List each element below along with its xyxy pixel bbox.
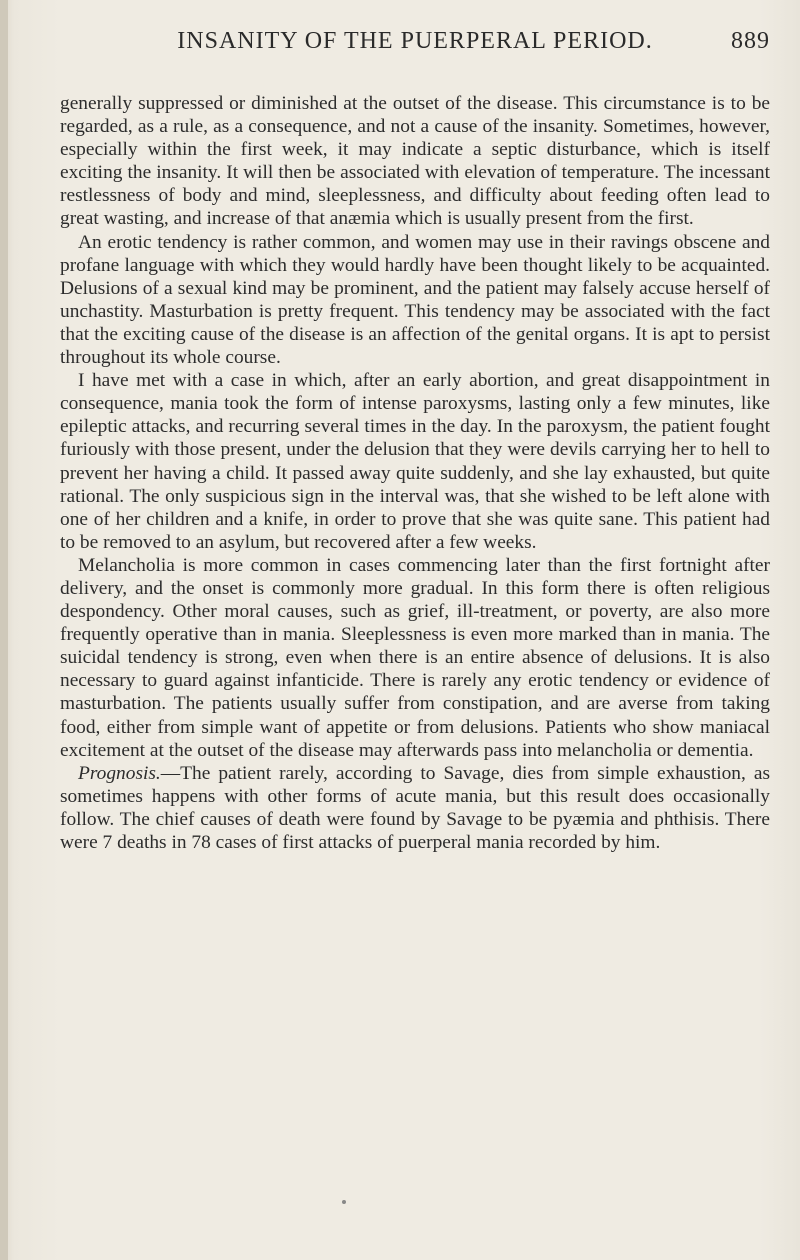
prognosis-text: —The patient rarely, according to Savage, dies from simple exhaustion, as sometimes happens with other forms of acute mania, but this result does occasionally follow. The chief causes of death were found by Savage to be pyæmia and phthisis. There were 7 deaths in 78 cases of first attacks of puerperal mania recorded by him. xyxy=(60,762,770,853)
paragraph-melancholia: Melancholia is more common in cases commencing later than the first fortnight after delivery, and the onset is commonly more gradual. In this form there is often religious despondency. Other moral causes, such as grief, ill-treatment, or poverty, are also more frequently operative than in mania. Sleeplessness is even more marked than in mania. The suicidal tendency is strong, even when there is an entire absence of delusions. It is also necessary to guard against infanticide. There is rarely any erotic tendency or evidence of masturbation. The patients usually suffer from constipation, and are averse from taking food, either from simple want of appetite or from delusions. Patients who show maniacal excitement at the outset of the disease may afterwards pass into melancholia or dementia. xyxy=(60,554,770,761)
paragraph-continued: generally suppressed or diminished at the outset of the disease. This circumstance is to be regarded, as a rule, as a consequence, and not a cause of the insanity. Sometimes, however, especially within the first week, it may indicate a septic disturbance, which is itself exciting the insanity. It will then be associated with elevation of temperature. The incessant restlessness of body and mind, sleeplessness, and difficulty about feeding often lead to great wasting, and increase of that anæmia which is usually present from the first. xyxy=(60,93,770,230)
body-text xyxy=(60,92,770,854)
ink-speck xyxy=(342,1200,346,1204)
page-spine-shadow xyxy=(0,0,8,1260)
paragraph-case-report: I have met with a case in which, after an early abortion, and great disappointment in consequence, mania took the form of intense paroxysms, lasting only a few minutes, like epileptic attacks, and recurring several times in the day. In the paroxysm, the patient fought furiously with those present, under the delusion that they were devils carrying her to hell to prevent her having a child. It passed away quite suddenly, and she lay exhausted, but quite rational. The only suspicious sign in the interval was, that she wished to be left alone with one of her children and a knife, in order to prove that she was quite sane. This patient had to be removed to an asylum, but recovered after a few weeks. xyxy=(60,370,770,553)
prognosis-label: Prognosis. xyxy=(78,762,161,784)
paragraph-erotic-tendency: An erotic tendency is rather common, and women may use in their ravings obscene and profane language with which they would hardly have been thought likely to be acquainted. Delusions of a sexual kind may be prominent, and the patient may falsely accuse herself of unchastity. Masturbation is pretty frequent. This tendency may be associated with the fact that the exciting cause of the disease is an affection of the genital organs. It is apt to persist throughout its whole course. xyxy=(60,231,770,369)
running-title: INSANITY OF THE PUERPERAL PERIOD. xyxy=(177,28,653,54)
paragraph-prognosis xyxy=(60,762,770,854)
running-head xyxy=(60,18,770,58)
page-number: 889 xyxy=(731,28,770,54)
